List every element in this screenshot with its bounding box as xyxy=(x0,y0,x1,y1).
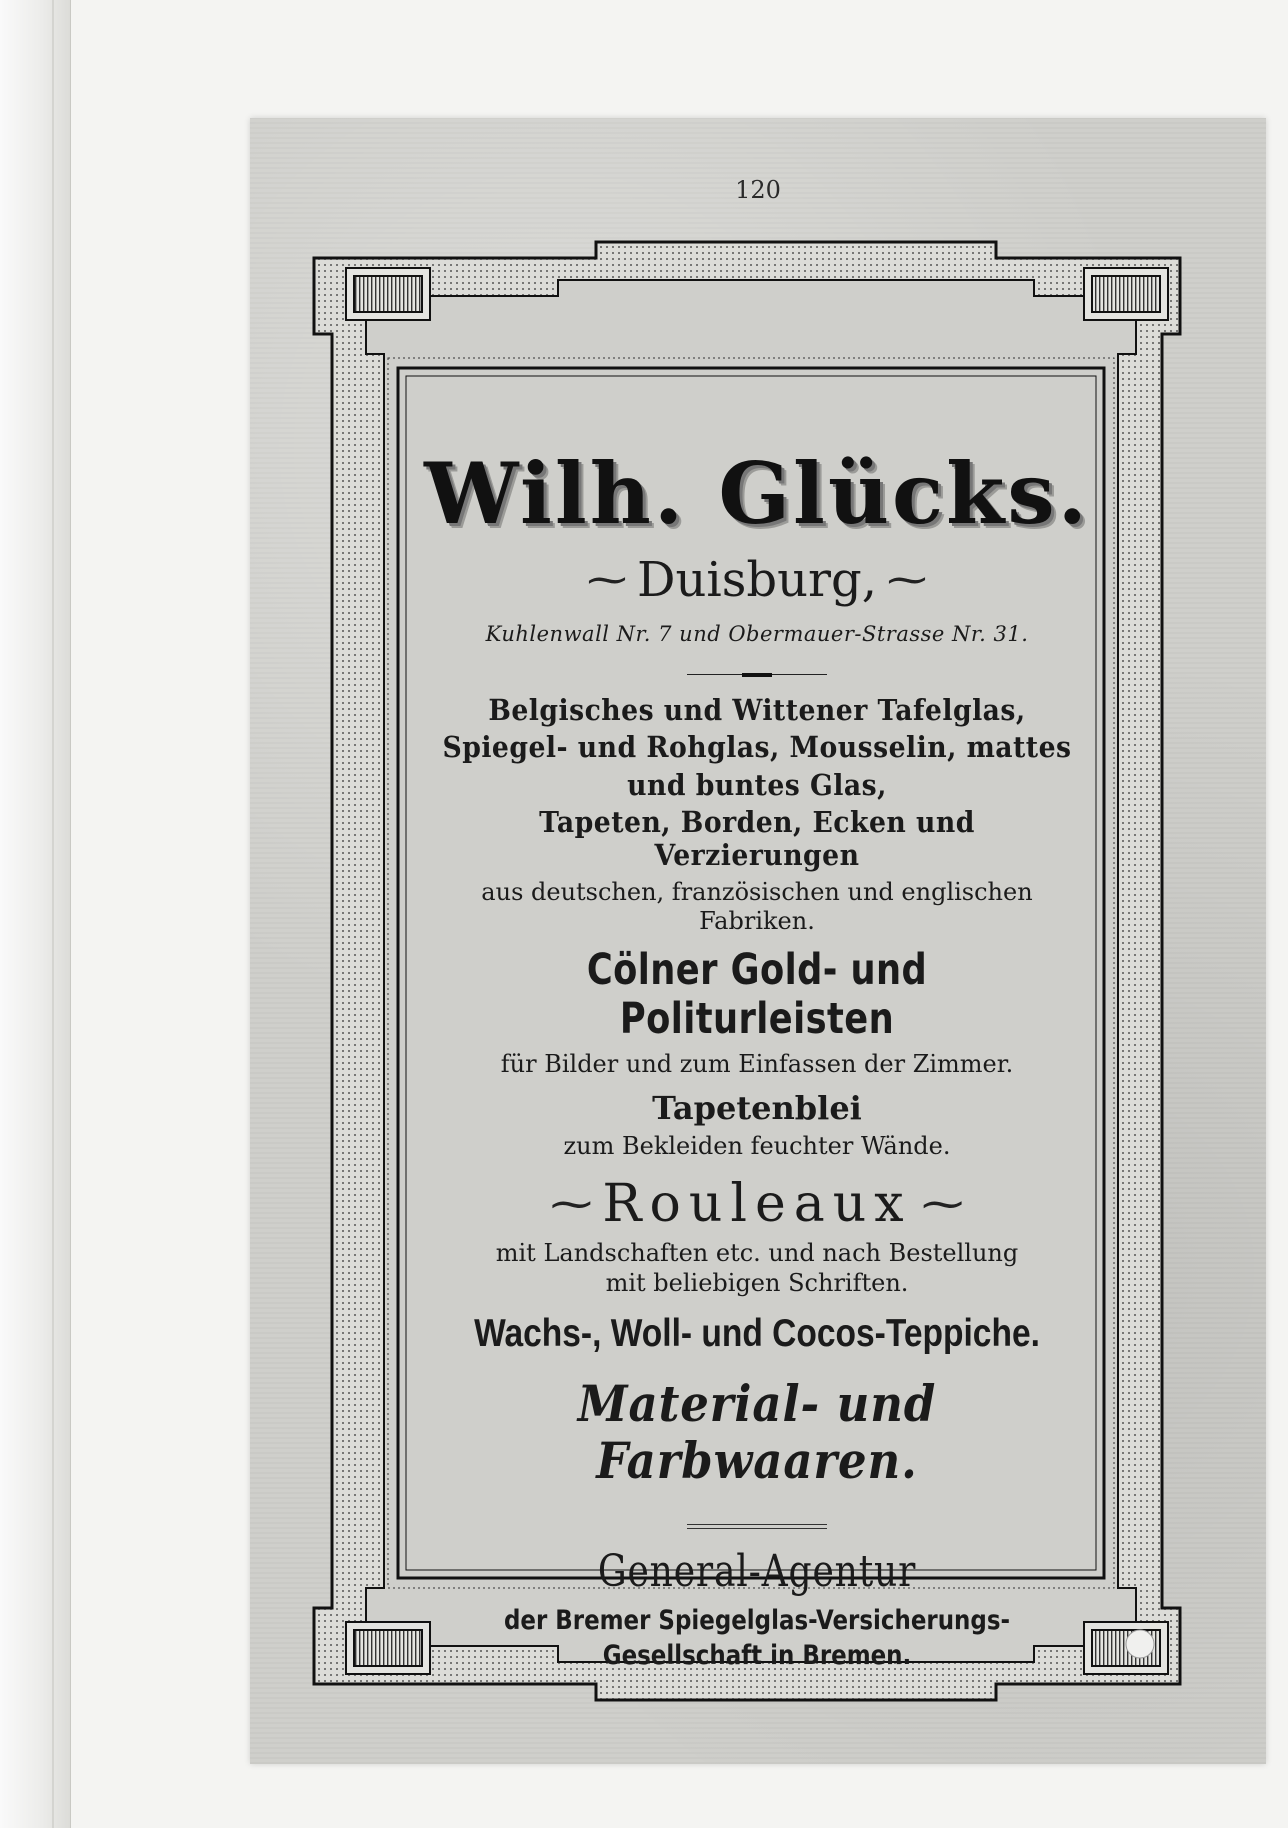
agency-line: Gesellschaft in Bremen. xyxy=(602,1640,912,1672)
right-swirl-icon: ⁓ xyxy=(921,1179,964,1229)
ornamental-divider xyxy=(687,668,827,682)
advertisement xyxy=(412,388,1102,1708)
blinds-title: Rouleaux xyxy=(602,1173,912,1234)
agency-line: der Bremer Spiegelglas-Versicherungs- xyxy=(503,1605,1011,1637)
lead-title: Tapetenblei xyxy=(652,1089,862,1128)
product-line: Belgisches und Wittener Tafelglas, xyxy=(488,692,1026,727)
double-rule xyxy=(687,1524,827,1529)
left-swirl-icon: ⁓ xyxy=(587,557,628,604)
blinds-description: mit Landschaften etc. und nach Bestellung xyxy=(495,1239,1019,1268)
city-name: Duisburg, xyxy=(637,551,877,608)
right-swirl-icon: ⁓ xyxy=(886,557,927,604)
city-line xyxy=(412,553,1102,608)
moulding-title: Cölner Gold- und Politurleisten xyxy=(586,944,928,1045)
firm-name: Wilh. Glücks. xyxy=(424,444,1090,543)
product-line: Spiegel- und Rohglas, Mousselin, mattes xyxy=(442,730,1072,765)
page-number: 120 xyxy=(735,176,781,204)
origin-line: aus deutschen, französischen und englischen xyxy=(481,877,1033,906)
product-line: und buntes Glas, xyxy=(627,767,887,802)
origin-line: Fabriken. xyxy=(699,907,815,936)
lead-description: zum Bekleiden feuchter Wände. xyxy=(563,1132,951,1161)
book-edge xyxy=(0,0,71,1828)
address: Kuhlenwall Nr. 7 und Obermauer-Strasse Nr. 31. xyxy=(485,621,1029,646)
agency-title: General-Agentur xyxy=(597,1545,917,1597)
paints-line: Material- und Farbwaaren. xyxy=(577,1373,937,1491)
blinds-description: mit beliebigen Schriften. xyxy=(605,1269,909,1298)
moulding-description: für Bilder und zum Einfassen der Zimmer. xyxy=(500,1049,1014,1078)
product-line: Tapeten, Borden, Ecken und Verzierungen xyxy=(539,804,975,873)
left-swirl-icon: ⁓ xyxy=(550,1179,593,1229)
blinds-line xyxy=(412,1175,1102,1235)
carpets-line: Wachs-, Woll- und Cocos-Teppiche. xyxy=(474,1311,1040,1355)
scanned-page xyxy=(250,118,1266,1764)
